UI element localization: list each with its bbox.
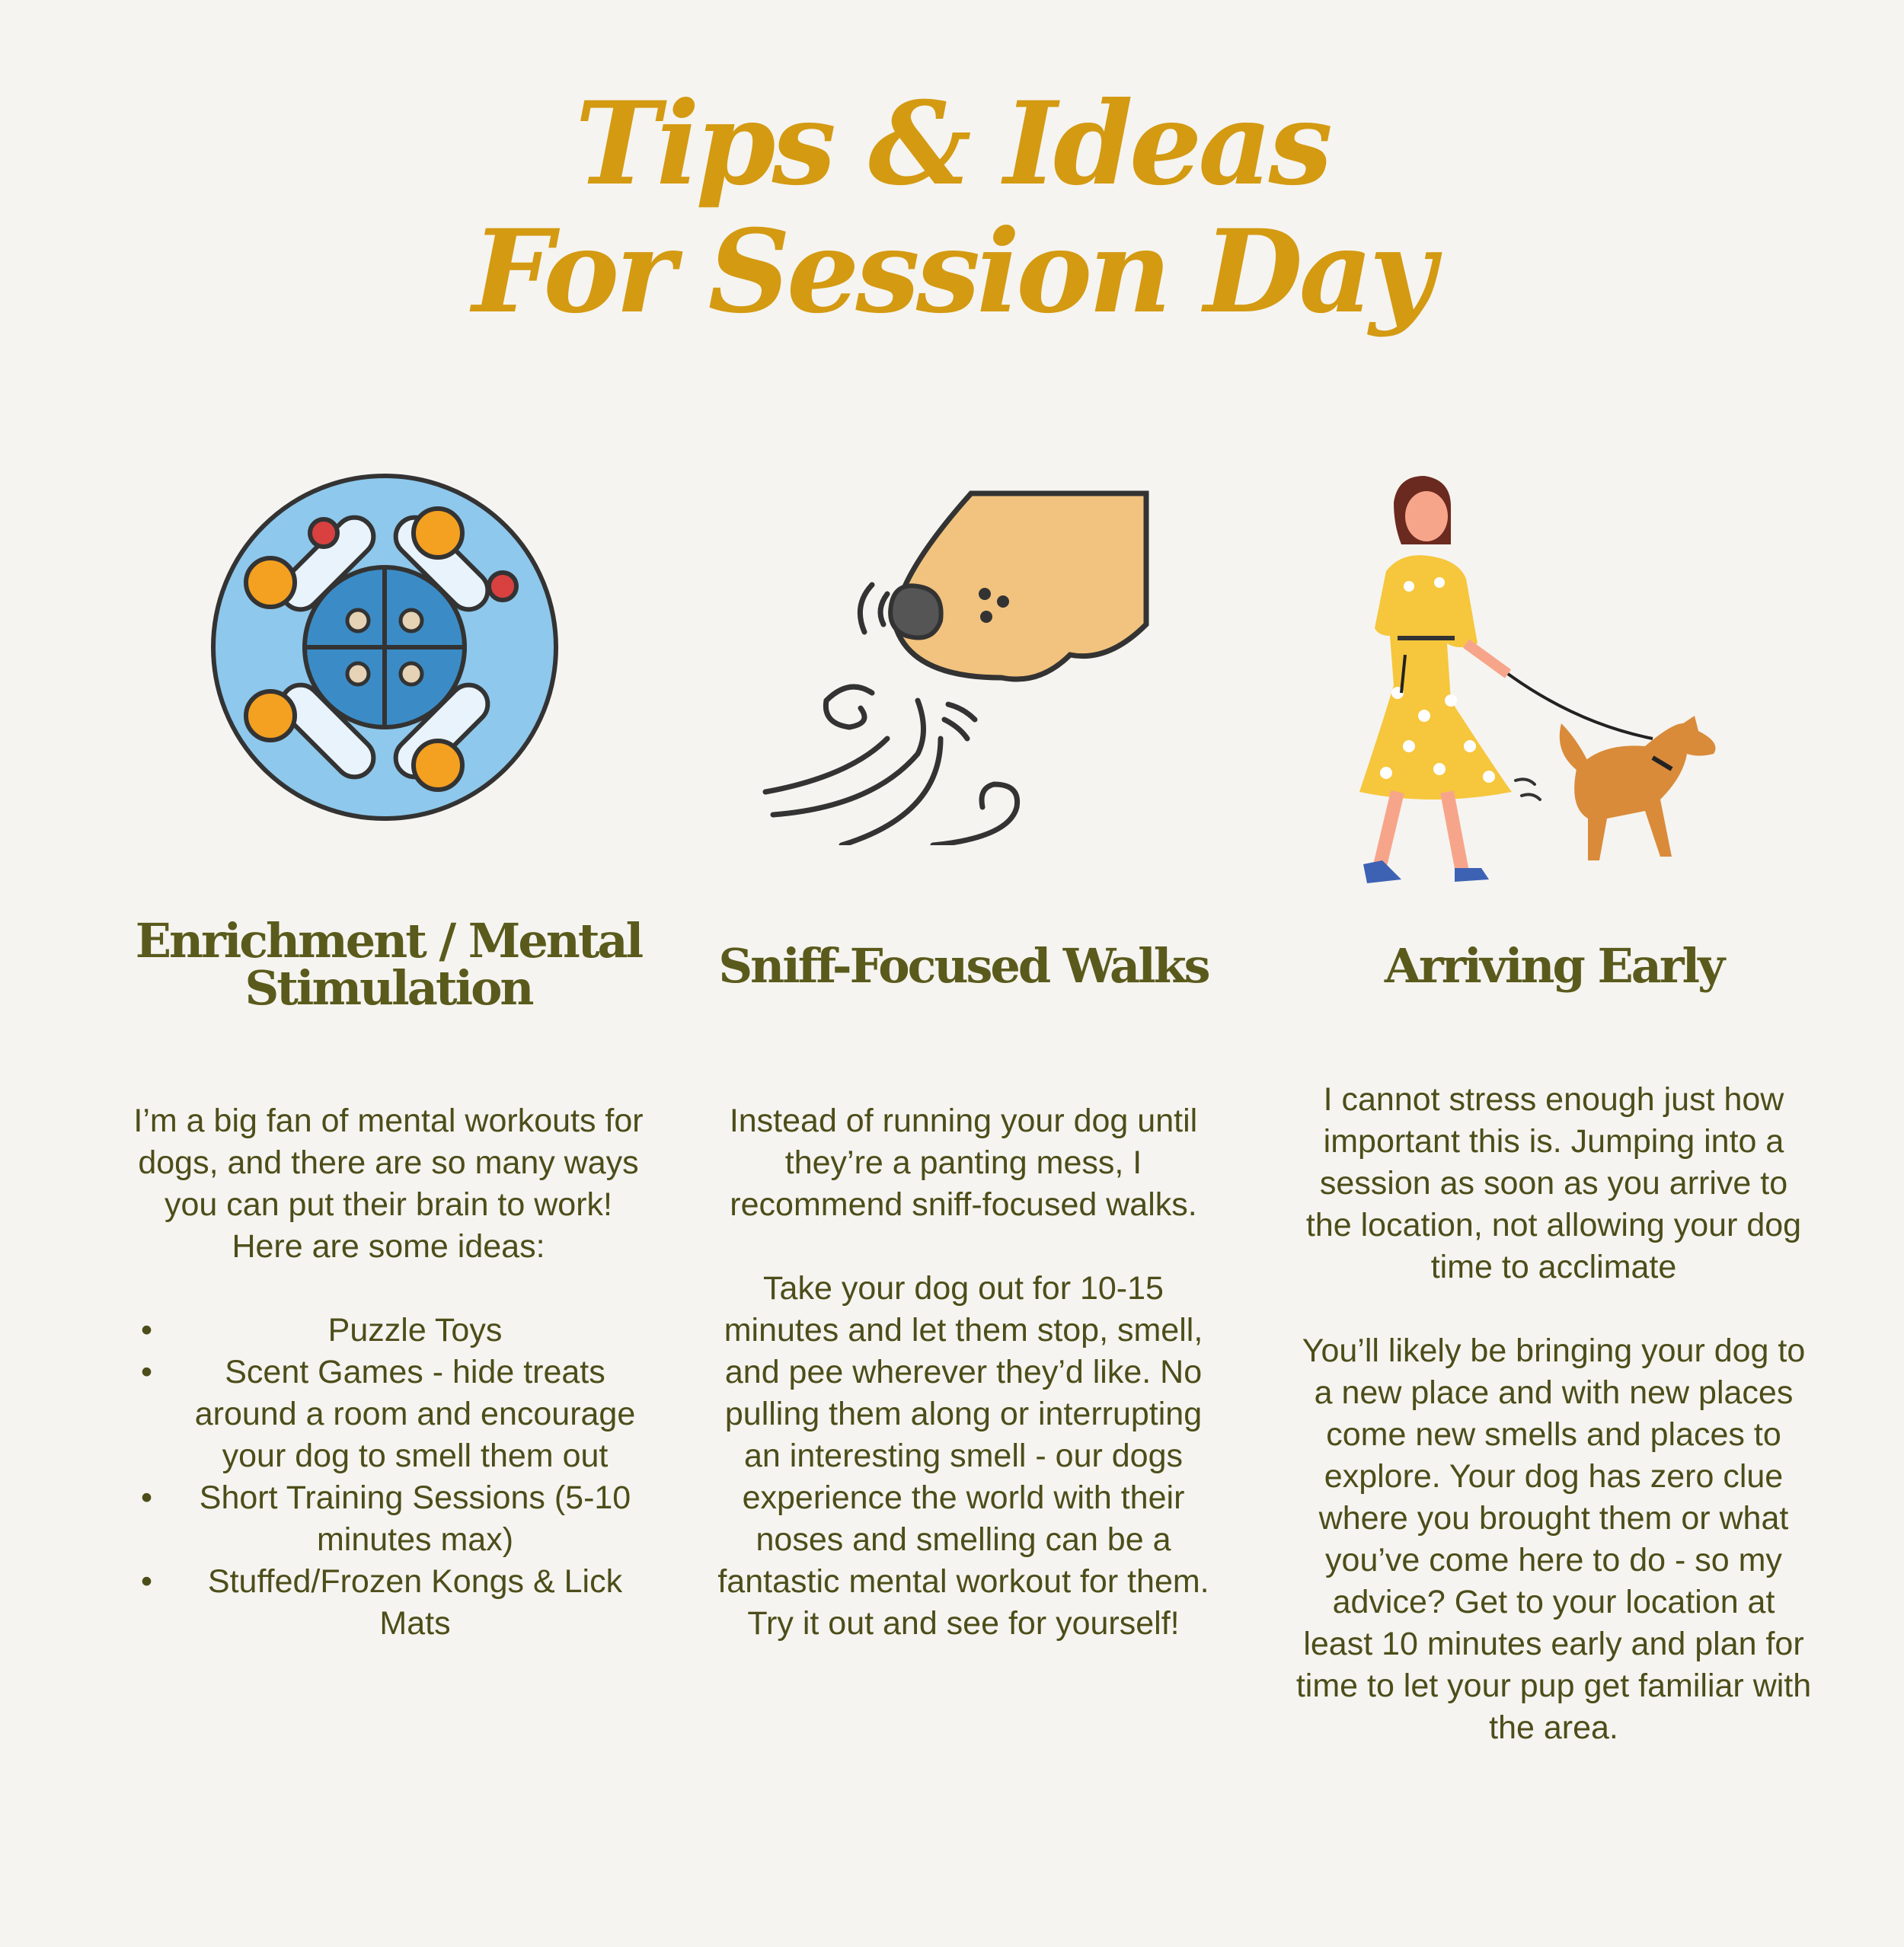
arriving-early-paragraph-1: I cannot stress enough just how important this is. Jumping into a session as soon as you arrive to the location, not allowing your dog time to acclimate xyxy=(1305,1081,1802,1285)
title-line-2: For Session Day xyxy=(472,205,1432,339)
sniff-walks-body xyxy=(704,1100,1222,1687)
idea-text: Stuffed/Frozen Kongs & Lick Mats xyxy=(207,1563,623,1642)
bullet: • xyxy=(141,1479,153,1516)
sniff-walks-heading: Sniff-Focused Walks xyxy=(718,938,1209,994)
list-item xyxy=(129,1310,647,1352)
enrichment-heading-line-2: Stimulation xyxy=(244,960,532,1016)
list-item xyxy=(129,1477,647,1561)
dog-nose-sniff-icon xyxy=(758,487,1154,845)
idea-text: Scent Games - hide treats around a room and encourage your dog to smell them out xyxy=(194,1354,636,1474)
enrichment-heading xyxy=(129,913,647,1016)
sniff-walks-paragraph-1: Instead of running your dog until they’re a panting mess, I recommend sniff-focused walks. xyxy=(729,1103,1198,1223)
bullet: • xyxy=(141,1563,153,1600)
bullet: • xyxy=(141,1354,153,1390)
list-item xyxy=(129,1561,647,1645)
bullet: • xyxy=(141,1312,153,1349)
enrichment-intro: I’m a big fan of mental workouts for dogs, and there are so many ways you can put their brain to work! Here are some ideas: xyxy=(133,1103,644,1265)
page-title xyxy=(0,77,1904,339)
title-line-1: Tips & Ideas xyxy=(575,77,1329,211)
sniff-walks-paragraph-2: Take your dog out for 10-15 minutes and let them stop, smell, and pee wherever they’d like. No pulling them along or interrupting an interesting smell - our dogs experience the world with their noses and smelling can be a fantastic mental workout for them. Try it out and see for yourself! xyxy=(717,1270,1209,1642)
ideas-list xyxy=(129,1310,647,1645)
enrichment-heading-line-1: Enrichment / Mental xyxy=(135,913,642,969)
idea-text: Short Training Sessions (5-10 minutes max) xyxy=(199,1479,631,1558)
list-item xyxy=(129,1352,647,1477)
arriving-early-body xyxy=(1295,1079,1813,1791)
puzzle-feeder-icon xyxy=(209,472,560,822)
woman-walking-dog-icon xyxy=(1325,472,1782,898)
arriving-early-heading: Arriving Early xyxy=(1384,938,1724,994)
idea-text: Puzzle Toys xyxy=(327,1312,503,1349)
enrichment-body xyxy=(129,1100,647,1645)
arriving-early-paragraph-2: You’ll likely be bringing your dog to a new place and with new places come new smells and places to explore. Your dog has zero clue where you brought them or what you’ve come here to do - so my advice? Get to your location at least 10 minutes early and plan for time to let your pup get familiar with the area. xyxy=(1295,1333,1812,1746)
